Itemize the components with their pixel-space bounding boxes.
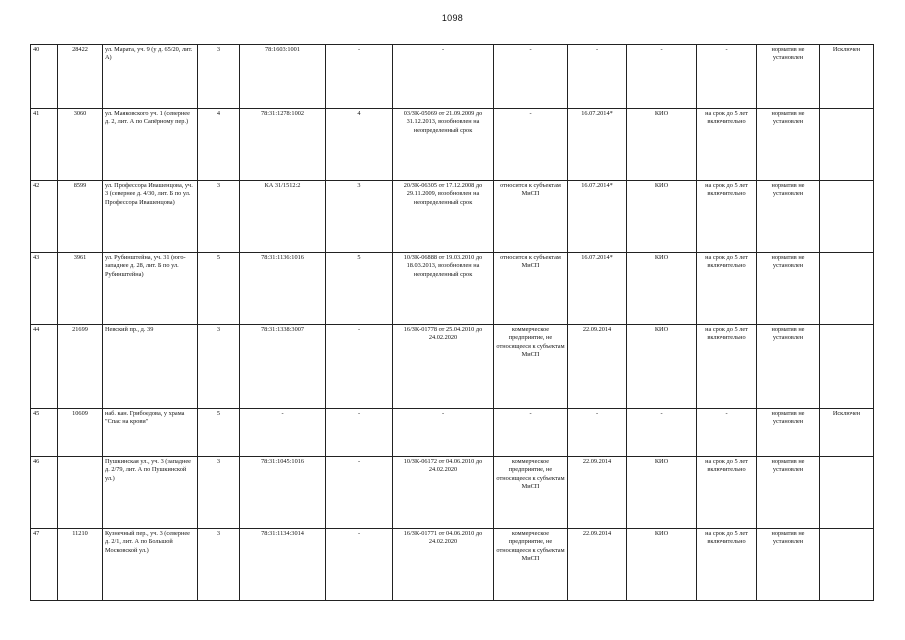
address-cell: ул. Рубинштейна, уч. 31 (юго-западнее д. 28, лит. Б по ул. Рубинштейна) (103, 253, 198, 325)
table-row (31, 45, 874, 109)
norm-cell: норматив не установлен (757, 181, 820, 253)
org-cell: - (627, 45, 697, 109)
cadastral-cell: 78:1603:1001 (240, 45, 326, 109)
org-cell: КИО (627, 325, 697, 409)
note-cell: Исключен (820, 45, 874, 109)
registry-number: 21699 (58, 325, 103, 409)
note-cell (820, 253, 874, 325)
registry-number: 3961 (58, 253, 103, 325)
owner-cell: коммерческое предприятие, не относящееся к субъектам МиСП (494, 325, 568, 409)
term-cell: на срок до 5 лет включительно (697, 181, 757, 253)
norm-cell: норматив не установлен (757, 457, 820, 529)
org-cell: КИО (627, 109, 697, 181)
lease-cell: 10/ЗК-06888 от 19.03.2010 до 18.03.2013, возобновлен на неопределенный срок (393, 253, 494, 325)
address-cell: ул. Маяковского уч. 1 (севернее д. 2, лит. А по Сапёрному пер.) (103, 109, 198, 181)
owner-cell: коммерческое предприятие, не относящееся к субъектам МиСП (494, 529, 568, 601)
lease-cell: - (393, 409, 494, 457)
date-cell: - (568, 409, 627, 457)
norm-cell: норматив не установлен (757, 409, 820, 457)
term-cell: на срок до 5 лет включительно (697, 529, 757, 601)
lease-cell: 16/ЗК-01771 от 04.06.2010 до 24.02.2020 (393, 529, 494, 601)
category-cell: 3 (198, 529, 240, 601)
table-row (31, 529, 874, 601)
buildings-cell: 3 (326, 181, 393, 253)
category-cell: 3 (198, 181, 240, 253)
term-cell: - (697, 409, 757, 457)
lease-cell: - (393, 45, 494, 109)
lease-cell: 16/ЗК-01778 от 25.04.2010 до 24.02.2020 (393, 325, 494, 409)
norm-cell: норматив не установлен (757, 109, 820, 181)
category-cell: 3 (198, 45, 240, 109)
owner-cell: - (494, 109, 568, 181)
org-cell: КИО (627, 457, 697, 529)
buildings-cell: 5 (326, 253, 393, 325)
row-number: 44 (31, 325, 58, 409)
lease-cell: 10/ЗК-06172 от 04.06.2010 до 24.02.2020 (393, 457, 494, 529)
registry-number: 10609 (58, 409, 103, 457)
cadastral-cell: 78:31:1338:3007 (240, 325, 326, 409)
registry-number (58, 457, 103, 529)
address-cell: Невский пр., д. 39 (103, 325, 198, 409)
cadastral-cell: 78:31:1136:1016 (240, 253, 326, 325)
norm-cell: норматив не установлен (757, 529, 820, 601)
cadastral-cell: 78:31:1134:3014 (240, 529, 326, 601)
registry-table (30, 44, 874, 601)
row-number: 40 (31, 45, 58, 109)
cadastral-cell: КА 31/1512:2 (240, 181, 326, 253)
category-cell: 5 (198, 253, 240, 325)
owner-cell: - (494, 409, 568, 457)
registry-number: 28422 (58, 45, 103, 109)
registry-number: 3060 (58, 109, 103, 181)
table-row (31, 253, 874, 325)
term-cell: на срок до 5 лет включительно (697, 325, 757, 409)
buildings-cell: - (326, 529, 393, 601)
note-cell (820, 457, 874, 529)
term-cell: на срок до 5 лет включительно (697, 253, 757, 325)
table-row (31, 109, 874, 181)
table-row (31, 181, 874, 253)
buildings-cell: - (326, 457, 393, 529)
term-cell: на срок до 5 лет включительно (697, 457, 757, 529)
registry-number: 8599 (58, 181, 103, 253)
org-cell: КИО (627, 181, 697, 253)
buildings-cell: 4 (326, 109, 393, 181)
note-cell (820, 181, 874, 253)
term-cell: на срок до 5 лет включительно (697, 109, 757, 181)
norm-cell: норматив не установлен (757, 253, 820, 325)
cadastral-cell: 78:31:1278:1002 (240, 109, 326, 181)
note-cell (820, 325, 874, 409)
category-cell: 4 (198, 109, 240, 181)
date-cell: 16.07.2014* (568, 109, 627, 181)
table-row (31, 409, 874, 457)
row-number: 45 (31, 409, 58, 457)
row-number: 41 (31, 109, 58, 181)
org-cell: - (627, 409, 697, 457)
note-cell: Исключен (820, 409, 874, 457)
table-row (31, 457, 874, 529)
address-cell: наб. кан. Грибоедова, у храма "Спас на крови" (103, 409, 198, 457)
address-cell: ул. Профессора Ивашенцова, уч. 3 (севернее д. 4/30, лит. Б по ул. Профессора Ивашенцова) (103, 181, 198, 253)
norm-cell: норматив не установлен (757, 325, 820, 409)
cadastral-cell: 78:31:1045:1016 (240, 457, 326, 529)
date-cell: 16.07.2014* (568, 253, 627, 325)
row-number: 43 (31, 253, 58, 325)
buildings-cell: - (326, 45, 393, 109)
category-cell: 5 (198, 409, 240, 457)
category-cell: 3 (198, 325, 240, 409)
date-cell: 16.07.2014* (568, 181, 627, 253)
address-cell: Пушкинская ул., уч. 3 (западнее д. 2/79, лит. А по Пушкинской ул.) (103, 457, 198, 529)
date-cell: 22.09.2014 (568, 529, 627, 601)
date-cell: - (568, 45, 627, 109)
buildings-cell: - (326, 325, 393, 409)
note-cell (820, 529, 874, 601)
registry-number: 11210 (58, 529, 103, 601)
term-cell: - (697, 45, 757, 109)
row-number: 47 (31, 529, 58, 601)
buildings-cell: - (326, 409, 393, 457)
date-cell: 22.09.2014 (568, 457, 627, 529)
table-row (31, 325, 874, 409)
org-cell: КИО (627, 529, 697, 601)
category-cell: 3 (198, 457, 240, 529)
note-cell (820, 109, 874, 181)
address-cell: Кузнечный пер., уч. 3 (севернее д. 2/1, лит. А по Большой Московской ул.) (103, 529, 198, 601)
lease-cell: 03/ЗК-05069 от 21.09.2009 до 31.12.2013, возобновлен на неопределенный срок (393, 109, 494, 181)
norm-cell: норматив не установлен (757, 45, 820, 109)
owner-cell: относится к субъектам МиСП (494, 181, 568, 253)
page-number: 1098 (441, 13, 464, 23)
address-cell: ул. Марата, уч. 9 (у д. 65/20, лит. А) (103, 45, 198, 109)
owner-cell: относится к субъектам МиСП (494, 253, 568, 325)
row-number: 42 (31, 181, 58, 253)
org-cell: КИО (627, 253, 697, 325)
cadastral-cell: - (240, 409, 326, 457)
lease-cell: 20/ЗК-06305 от 17.12.2008 до 29.11.2009, возобновлен на неопределенный срок (393, 181, 494, 253)
owner-cell: - (494, 45, 568, 109)
date-cell: 22.09.2014 (568, 325, 627, 409)
owner-cell: коммерческое предприятие, не относящееся к субъектам МиСП (494, 457, 568, 529)
row-number: 46 (31, 457, 58, 529)
